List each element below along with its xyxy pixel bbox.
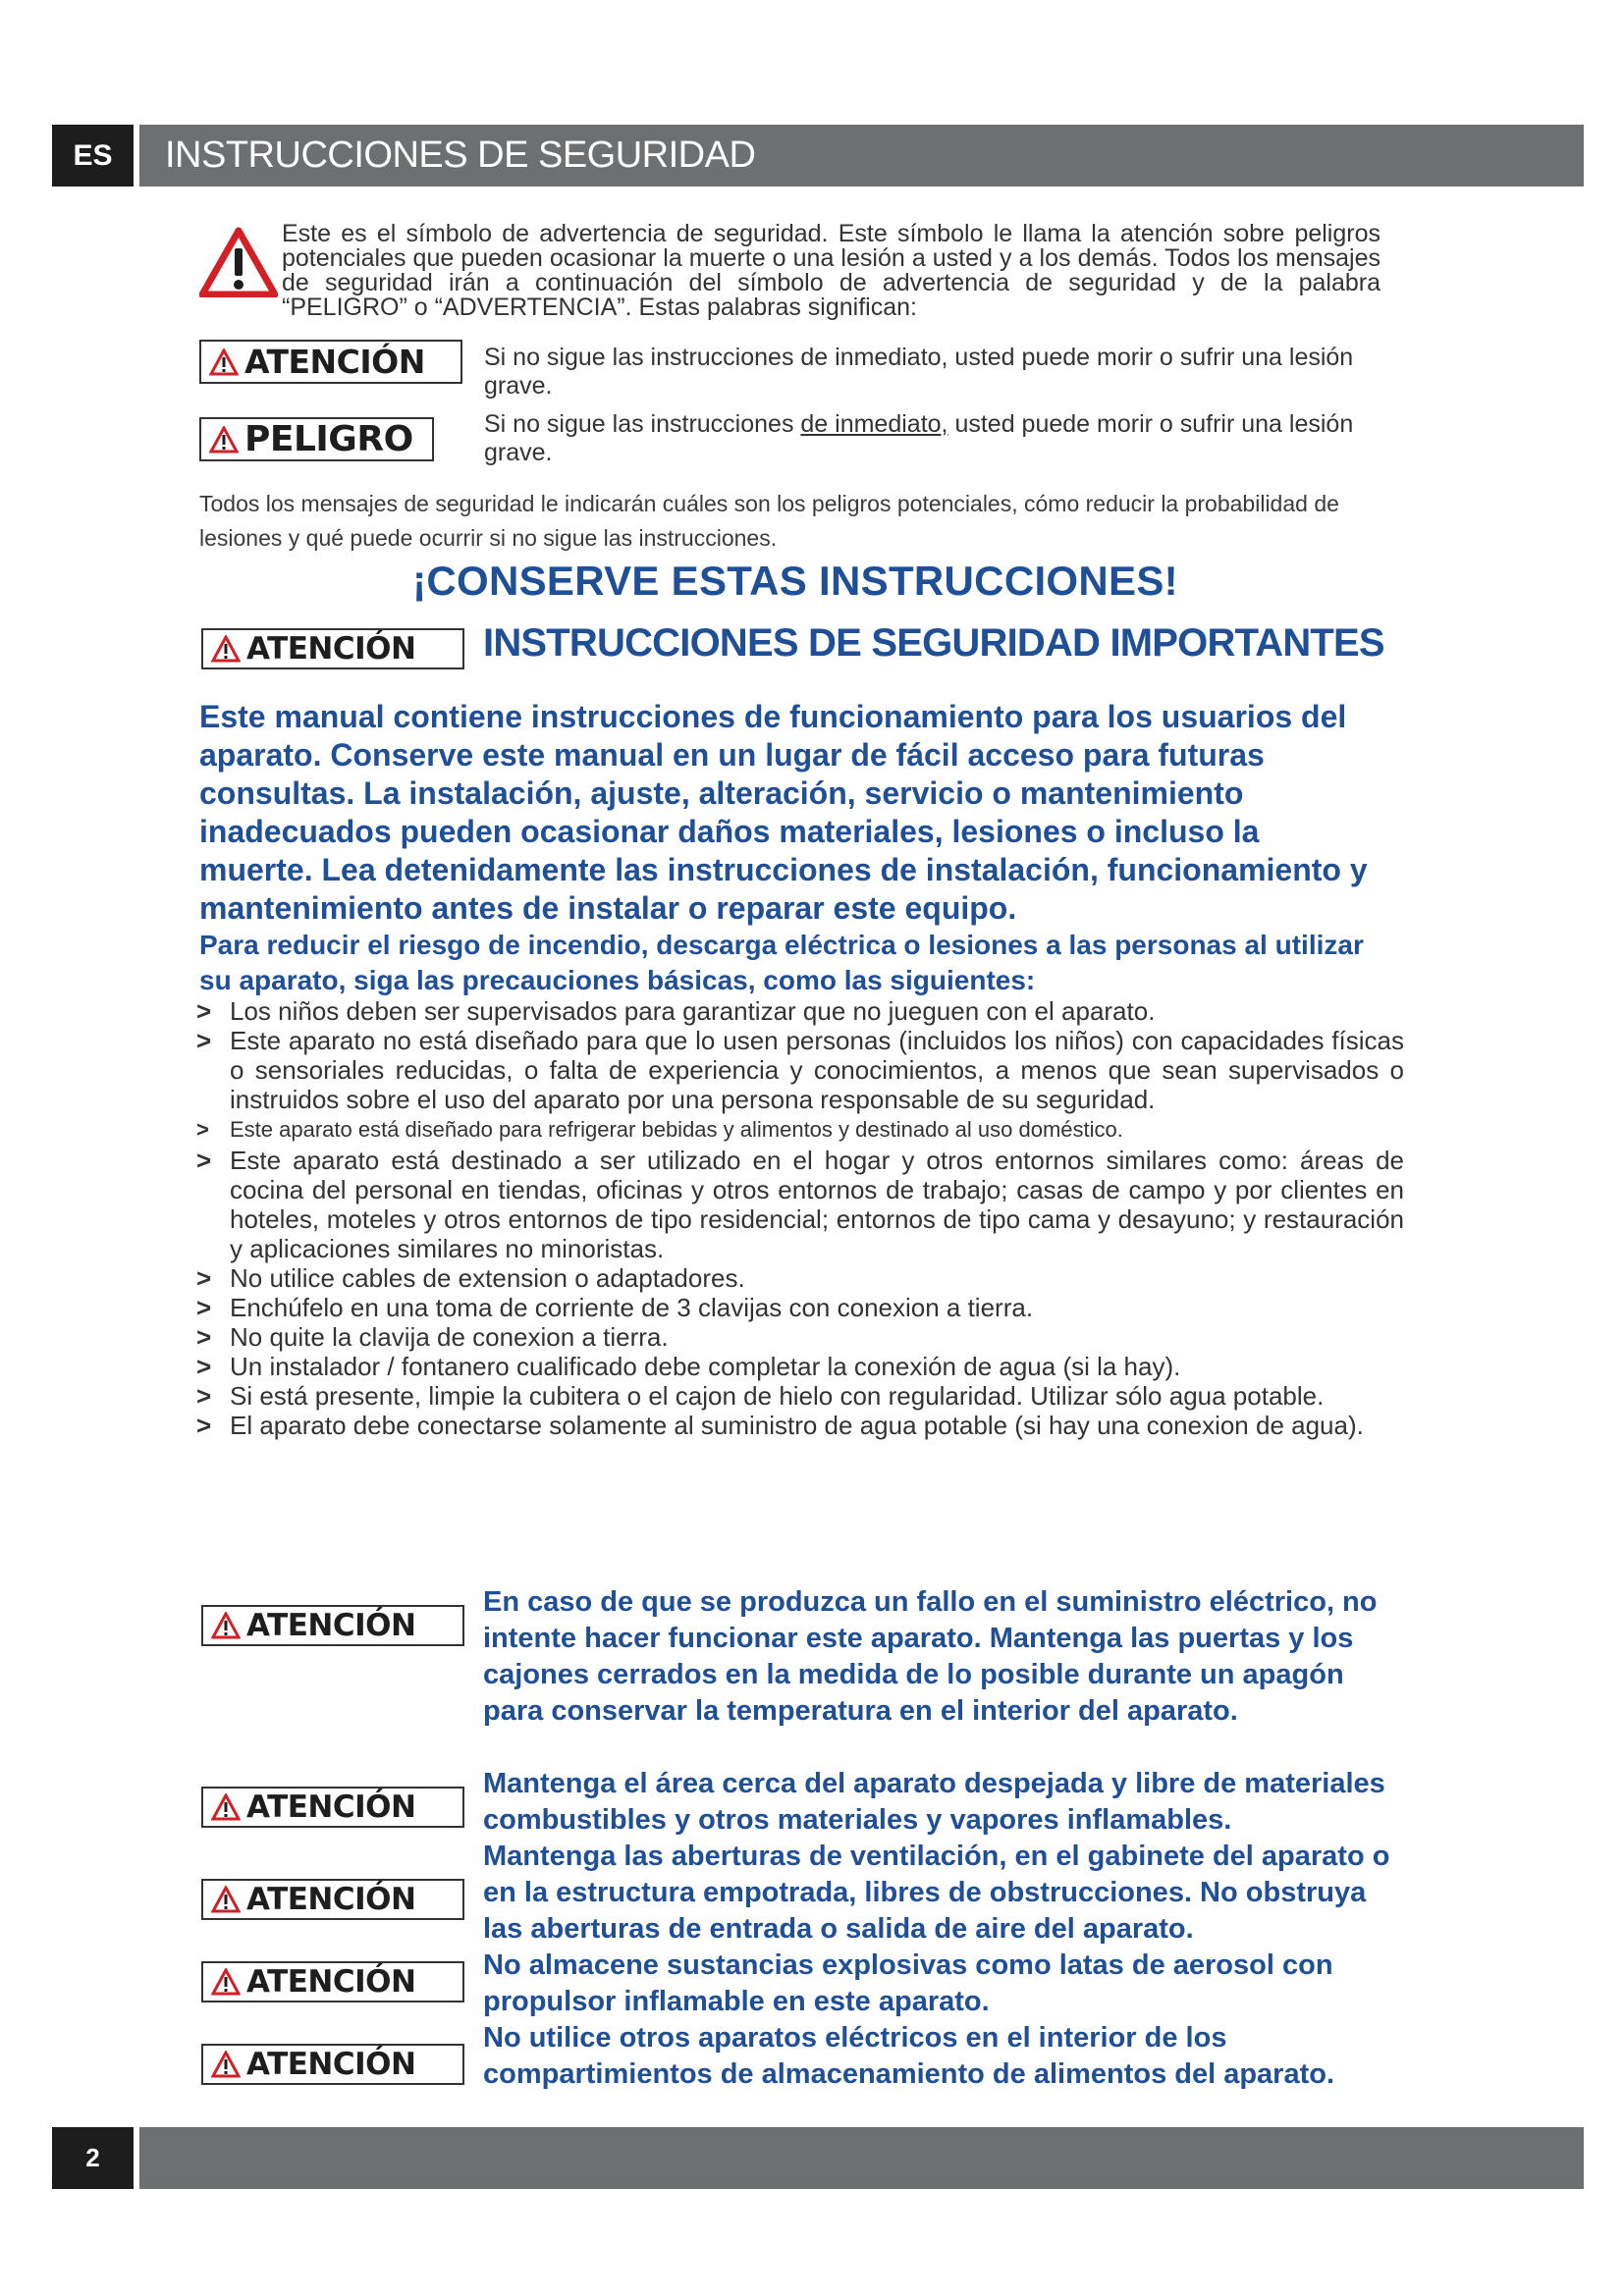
warning-power-failure: En caso de que se produzca un fallo en el suministro eléctrico, no intente hacer funcionar este aparato. Mantenga las puertas y los cajones cerrados en la medida de lo posible durante un apagón para conservar la temperatura en el interior del aparato.	[483, 1586, 1378, 1727]
warning-triangle-icon	[199, 227, 278, 297]
important-heading: INSTRUCCIONES DE SEGURIDAD IMPORTANTES	[483, 621, 1384, 665]
list-item: > Los niños deben ser supervisados para garantizar que no jueguen con el aparato.	[196, 996, 1156, 1026]
atencion-badge	[201, 628, 464, 669]
bullet-marker: >	[196, 996, 212, 1026]
warning-triangle-icon	[211, 1793, 241, 1821]
bullet-marker: >	[196, 1411, 212, 1440]
reduce-risk-paragraph: Para reducir el riesgo de incendio, descarga eléctrica o lesiones a las personas al utilizar su aparato, siga las precauciones básicas, como las siguientes:	[199, 930, 1364, 995]
badge-label: ATENCIÓN	[246, 2047, 416, 2082]
badge-label: ATENCIÓN	[246, 1789, 416, 1825]
peligro-def-start: Si no sigue las instrucciones	[484, 410, 801, 438]
all-messages-paragraph: Todos los mensajes de seguridad le indicarán cuáles son los peligros potenciales, cómo reducir la probabilidad de lesiones y qué puede ocurrir si no sigue las instrucciones.	[199, 491, 1339, 551]
badge-label: PELIGRO	[244, 419, 413, 459]
page-header-title: INSTRUCCIONES DE SEGURIDAD	[139, 125, 1584, 187]
conserve-heading: ¡CONSERVE ESTAS INSTRUCCIONES!	[412, 558, 1178, 604]
list-item: > Un instalador / fontanero cualificado debe completar la conexión de agua (si la hay).	[196, 1352, 1181, 1381]
list-item: > Este aparato no está diseñado para que lo usen personas (incluidos los niños) con capacidades físicas o sensoriales reducidas, o falta de experiencia y conocimientos, a menos que sean supervisados o instruidos sobre el uso del aparato por una persona responsable de su seguridad.	[196, 1026, 1404, 1114]
atencion-badge	[201, 1605, 464, 1646]
badge-label: ATENCIÓN	[246, 631, 416, 667]
peligro-definition	[484, 410, 1387, 467]
bullet-marker: >	[196, 1381, 212, 1411]
list-item: > El aparato debe conectarse solamente al suministro de agua potable (si hay una conexion de agua).	[196, 1411, 1364, 1440]
bullet-marker: >	[196, 1293, 212, 1322]
warning-triangle-icon	[211, 1886, 241, 1913]
atencion-definition: Si no sigue las instrucciones de inmediato, usted puede morir o sufrir una lesión grave.	[484, 344, 1354, 400]
bullet-marker: >	[196, 1352, 212, 1381]
warning-triangle-icon	[211, 1968, 241, 1996]
symbol-intro-text: Este es el símbolo de advertencia de seguridad. Este símbolo le llama la atención sobre peligros potenciales que pueden ocasionar la muerte o una lesión a usted y a los demás. Todos los mensajes de seguridad irán a continuación del símbolo de advertencia de seguridad y de la palabra “PELIGRO” o “ADVERTENCIA”. Estas palabras significan:	[282, 220, 1380, 321]
language-tab: ES	[52, 125, 134, 187]
badge-label: ATENCIÓN	[246, 1964, 416, 2000]
badge-label: ATENCIÓN	[244, 343, 425, 381]
manual-paragraph: Este manual contiene instrucciones de funcionamiento para los usuarios del aparato. Conserve este manual en un lugar de fácil acceso para futuras consultas. La instalación, ajuste, alteración, servicio o mantenimiento inadecuados pueden ocasionar daños materiales, lesiones o incluso la muerte. Lea detenidamente las instrucciones de instalación, funcionamiento y mantenimiento antes de instalar o reparar este equipo.	[199, 699, 1368, 926]
warning-combustibles: Mantenga el área cerca del aparato despejada y libre de materiales combustibles y otros materiales y vapores inflamables.	[483, 1768, 1385, 1836]
list-item: > Este aparato está diseñado para refrigerar bebidas y alimentos y destinado al uso doméstico.	[196, 1114, 1404, 1146]
atencion-badge	[201, 1961, 464, 2002]
list-item: > Este aparato está destinado a ser utilizado en el hogar y otros entornos similares como: áreas de cocina del personal en tiendas, oficinas y otros entornos de trabajo; casas de campo y por clientes en hoteles, moteles y otros entornos de tipo residencial; entornos de tipo cama y desayuno; y restauración y aplicaciones similares no minoristas.	[196, 1146, 1404, 1263]
page-number: 2	[52, 2127, 134, 2189]
badge-label: ATENCIÓN	[246, 1608, 416, 1643]
peligro-def-end: usted puede morir o sufrir una lesión grave.	[484, 410, 1354, 466]
footer-bar	[139, 2127, 1584, 2189]
bullet-marker: >	[196, 1322, 212, 1352]
safety-symbol-intro	[199, 222, 1380, 320]
warning-triangle-icon	[211, 635, 241, 663]
bullet-marker: >	[196, 1117, 209, 1142]
atencion-badge	[201, 2044, 464, 2085]
warning-triangle-icon	[209, 348, 239, 376]
list-item: > Enchúfelo en una toma de corriente de 3 clavijas con conexion a tierra.	[196, 1293, 1034, 1322]
peligro-def-underlined: de inmediato,	[800, 410, 948, 438]
warning-triangle-icon	[211, 1612, 241, 1639]
warning-ventilation: Mantenga las aberturas de ventilación, en el gabinete del aparato o en la estructura empotrada, libres de obstrucciones. No obstruya las aberturas de entrada o salida de aire del aparato.	[483, 1841, 1390, 1945]
precautions-list	[196, 996, 1404, 1441]
bullet-marker: >	[196, 1026, 212, 1055]
badge-label: ATENCIÓN	[246, 1882, 416, 1917]
warning-electrical-appliances: No utilice otros aparatos eléctricos en el interior de los compartimientos de almacenamiento de alimentos del aparato.	[483, 2022, 1335, 2090]
atencion-badge	[199, 340, 462, 384]
list-item: > No utilice cables de extension o adaptadores.	[196, 1263, 745, 1293]
warning-triangle-icon	[209, 426, 239, 454]
list-item: > No quite la clavija de conexion a tierra.	[196, 1322, 669, 1352]
bullet-marker: >	[196, 1263, 212, 1293]
warning-explosives: No almacene sustancias explosivas como latas de aerosol con propulsor inflamable en este aparato.	[483, 1949, 1333, 2017]
list-item: > Si está presente, limpie la cubitera o el cajon de hielo con regularidad. Utilizar sólo agua potable.	[196, 1381, 1325, 1411]
warning-triangle-icon	[211, 2051, 241, 2078]
bullet-marker: >	[196, 1146, 212, 1175]
atencion-badge	[201, 1787, 464, 1828]
peligro-badge	[199, 417, 434, 461]
atencion-badge	[201, 1879, 464, 1920]
